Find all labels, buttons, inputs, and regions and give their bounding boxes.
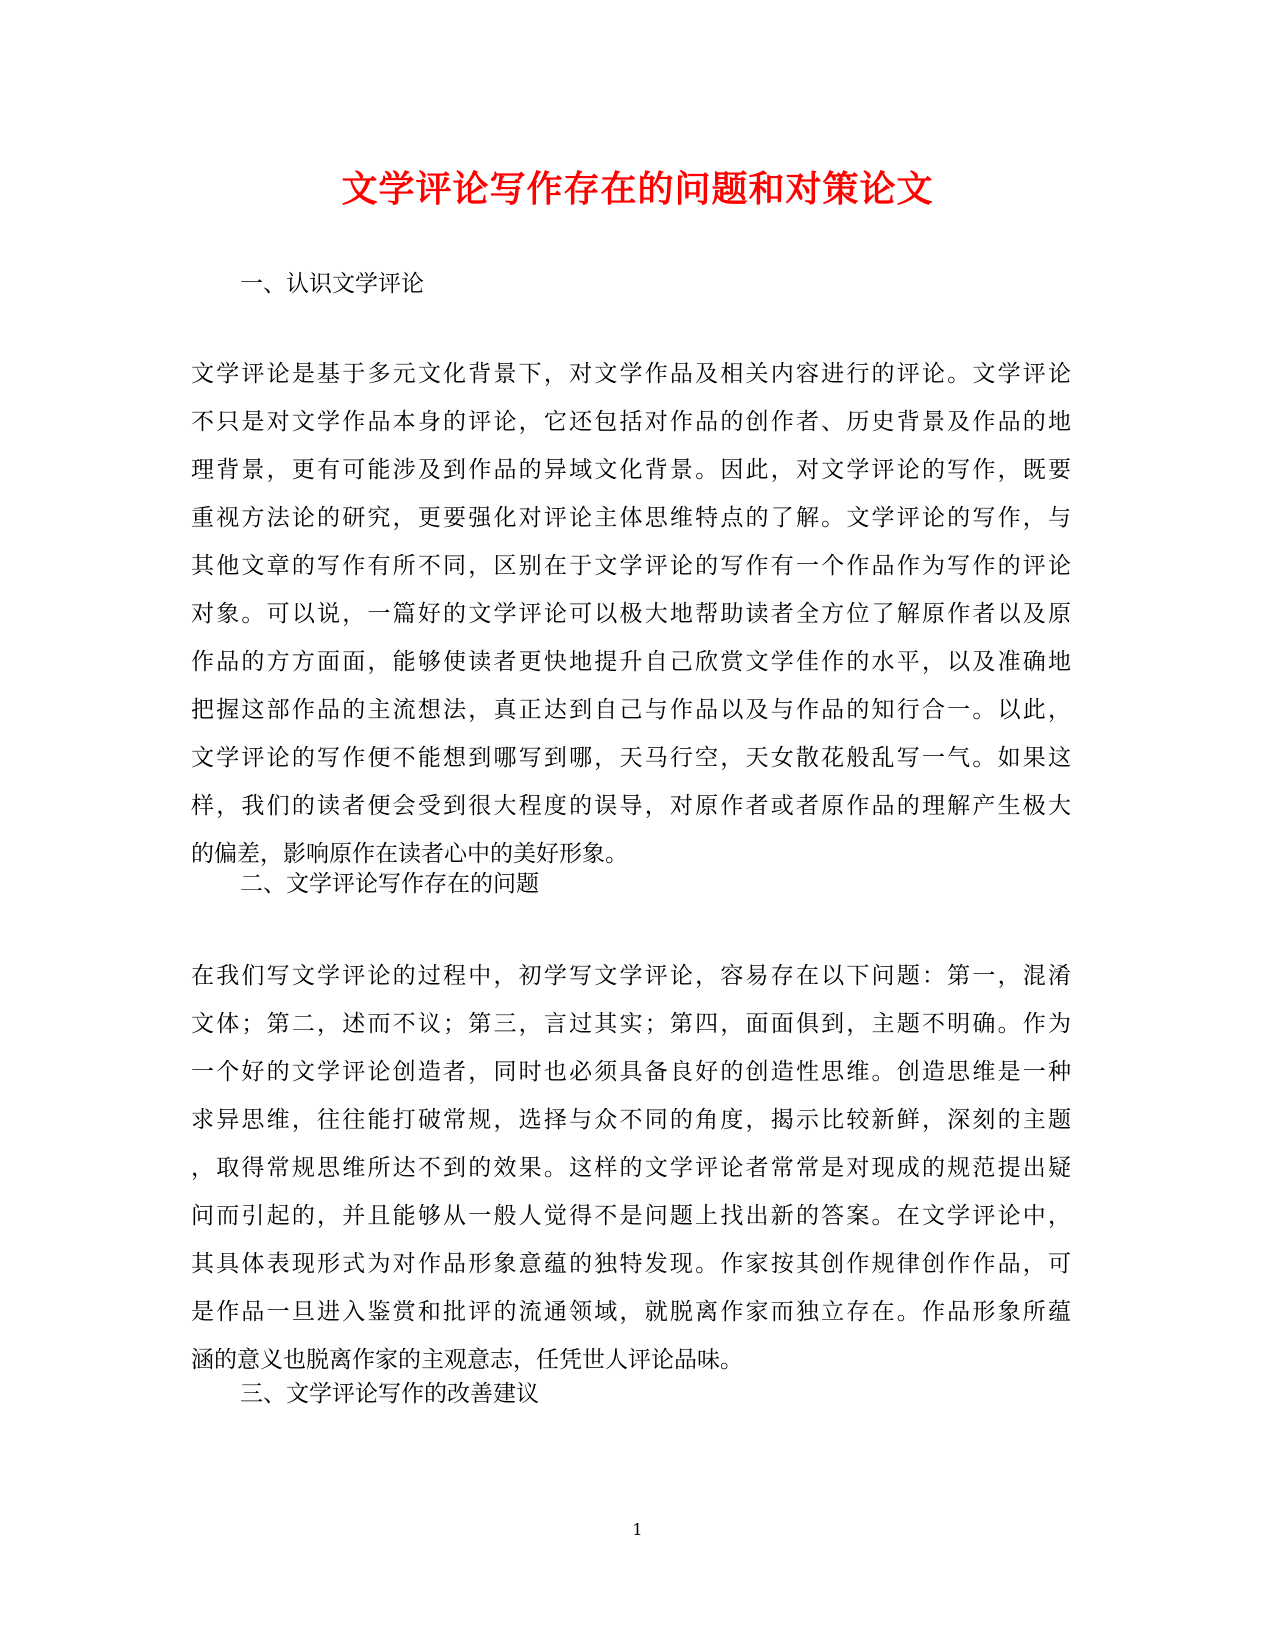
- paragraph-line: 文学评论的写作便不能想到哪写到哪，天马行空，天女散花般乱写一气。如果这: [191, 745, 1071, 771]
- paragraph-line: 理背景，更有可能涉及到作品的异域文化背景。因此，对文学评论的写作，既要: [191, 457, 1071, 483]
- document-title: 文学评论写作存在的问题和对策论文: [341, 168, 934, 210]
- section-heading-2: 二、文学评论写作存在的问题: [240, 871, 539, 897]
- paragraph-line: 样，我们的读者便会受到很大程度的误导，对原作者或者原作品的理解产生极大: [191, 793, 1071, 819]
- paragraph-line: 作品的方方面面，能够使读者更快地提升自己欣赏文学佳作的水平，以及准确地: [191, 649, 1071, 675]
- paragraph-line: 涵的意义也脱离作家的主观意志，任凭世人评论品味。: [191, 1347, 743, 1373]
- paragraph-line: 问而引起的，并且能够从一般人觉得不是问题上找出新的答案。在文学评论中，: [191, 1203, 1071, 1229]
- section-heading-3: 三、文学评论写作的改善建议: [240, 1381, 539, 1407]
- paragraph-line: 在我们写文学评论的过程中，初学写文学评论，容易存在以下问题：第一，混淆: [191, 963, 1071, 989]
- paragraph-line: 对象。可以说，一篇好的文学评论可以极大地帮助读者全方位了解原作者以及原: [191, 601, 1071, 627]
- paragraph-line: ，取得常规思维所达不到的效果。这样的文学评论者常常是对现成的规范提出疑: [191, 1155, 1071, 1181]
- section-heading-1: 一、认识文学评论: [240, 271, 424, 297]
- section-2-paragraph: [191, 952, 1071, 1384]
- paragraph-line: 其他文章的写作有所不同，区别在于文学评论的写作有一个作品作为写作的评论: [191, 553, 1071, 579]
- paragraph-line: 一个好的文学评论创造者，同时也必须具备良好的创造性思维。创造思维是一种: [191, 1059, 1071, 1085]
- paragraph-line: 不只是对文学作品本身的评论，它还包括对作品的创作者、历史背景及作品的地: [191, 409, 1071, 435]
- paragraph-line: 是作品一旦进入鉴赏和批评的流通领域，就脱离作家而独立存在。作品形象所蕴: [191, 1299, 1071, 1325]
- section-1-paragraph: [191, 350, 1071, 878]
- paragraph-line: 把握这部作品的主流想法，真正达到自己与作品以及与作品的知行合一。以此，: [191, 697, 1071, 723]
- paragraph-line: 重视方法论的研究，更要强化对评论主体思维特点的了解。文学评论的写作，与: [191, 505, 1071, 531]
- paragraph-line: 文学评论是基于多元文化背景下，对文学作品及相关内容进行的评论。文学评论: [191, 361, 1071, 387]
- paragraph-line: 其具体表现形式为对作品形象意蕴的独特发现。作家按其创作规律创作作品，可: [191, 1251, 1071, 1277]
- paragraph-line: 文体；第二，述而不议；第三，言过其实；第四，面面俱到，主题不明确。作为: [191, 1011, 1071, 1037]
- page-number: 1: [632, 1520, 643, 1539]
- paragraph-line: 的偏差，影响原作在读者心中的美好形象。: [191, 841, 628, 867]
- paragraph-line: 求异思维，往往能打破常规，选择与众不同的角度，揭示比较新鲜，深刻的主题: [191, 1107, 1071, 1133]
